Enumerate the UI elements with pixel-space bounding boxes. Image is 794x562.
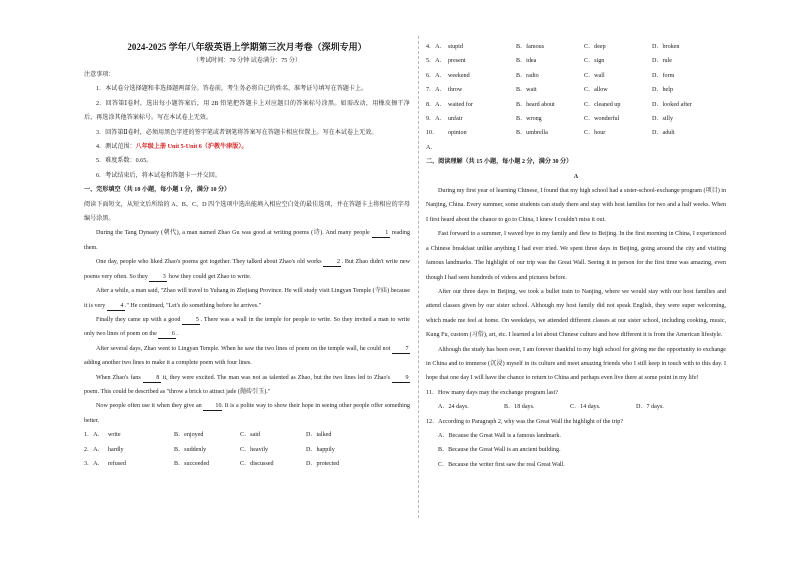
option-row: 2．A． hardly B．suddenly C．heavily D．happily: [84, 446, 335, 453]
option-row: 4．A． stupid B．famous C．deep D．broken: [426, 44, 680, 50]
cloze-paragraph: After a while, a man said, "Zhao will travel to Yuhang in Zhejiang Province. He will study visit Lingyan Temple (寺庙) because it is very 4." He continued, "Let's do something before he arrives.": [84, 288, 410, 309]
cloze-paragraph: When Zhao's fans 8 it, they were excited. The man was not as talented as Zhao, but the two lines led to Zhao's 9 poem. This could be described as "throw a brick to attract jade (抛砖引玉).": [84, 374, 409, 395]
cloze-paragraph: Now people often use it when they give an 10. It is a polite way to show their hope in seeing other people offer something better.: [84, 403, 410, 424]
question-12: 12．According to Paragraph 2, why was the Great Wall the highlight of the trip?: [426, 418, 624, 425]
blank-7: 7: [392, 345, 410, 354]
option: D．7 days.: [636, 404, 664, 411]
question-11: 11．How many days may the exchange program last?: [426, 389, 558, 396]
left-column: [84, 40, 410, 471]
option: B．Because the Great Wall is an ancient building.: [438, 447, 561, 454]
blank-9: 9: [392, 374, 410, 383]
blank-2: 2: [323, 258, 341, 267]
option-row: 1．A． write B．enjoyed C．said D．talked: [84, 432, 332, 439]
reading-paragraph: After our three days in Beijing, we took a bullet train to Nanjing, where we would stay with our host families and attend classes given by our sister school. Although my host family did not speak English, they were super welcoming, which made me feel at home. On weekdays, we attended different classes at our sister school, including cooking, music, Kung Fu, custom (习俗), art, etc. I learned a lot about Chinese culture and how different it is from the American lifestyle.: [426, 288, 726, 339]
question-11-options: [426, 400, 726, 414]
note-item-6: 6．考试结束后，将本试卷和答题卡一并交回。: [96, 172, 221, 179]
cloze-paragraph: Finally they came up with a good 5. There was a wall in the temple for people to write. So they invited a man to write only two lines of poem on the 6.: [84, 316, 410, 338]
option: A．Because the Great Wall is a famous landmark.: [438, 432, 561, 439]
note-item-2: 2．回答第Ⅰ卷时，选出每小题答案后，用 2B 铅笔把答题卡上对应题目的答案标号涂黑。如需改动，用橡皮擦干净后，再选涂其他答案标号。写在本试卷上无效。: [84, 100, 410, 122]
note-item-5: 5．难度系数：0.65。: [96, 158, 153, 165]
blank-6: 6: [158, 330, 176, 339]
reading-paragraph: During my first year of learning Chinese, I found that my high school had a sister-school-exchange program (项目) in Nanjing, China. Every summer, some students can study there and stay with host families for two and a half weeks. When I first heard about the chance to go to China, I knew I couldn't miss it out.: [426, 188, 726, 223]
right-column: [426, 40, 726, 472]
note-item-1: 1．本试卷分选择题和非选择题两部分。答卷前，考生务必将自己的姓名、准考证号填写在答题卡上。: [96, 86, 368, 93]
section-heading-reading: 二、阅读理解（共 15 小题，每小题 2 分，满分 30 分）: [426, 159, 573, 166]
option-row: 5．A． present B．idea C．sign D．rule: [426, 58, 672, 65]
test-scope-label: 4．测试范围：: [96, 144, 136, 151]
cloze-paragraph: One day, people who liked Zhao's poems got together. They talked about Zhao's old works 2. But Zhao didn't write new poems very often. So they 3 how they could get Zhao to write.: [84, 259, 411, 280]
column-divider: [418, 36, 419, 518]
note-item-3: 3．回答第Ⅱ卷时，必须用黑色字迹的签字笔或者钢笔将答案写在答题卡相应位置上。写在本试卷上无效。: [96, 129, 378, 136]
note-item-4: [84, 140, 410, 154]
notes-heading: 注意事项：: [84, 72, 115, 78]
exam-info: （考试时间：70 分钟 试卷满分：75 分）: [192, 58, 302, 64]
cloze-paragraph: After several days, Zhao went to Lingyan Temple. When he saw the two lines of poem on the temple wall, he could not 7 adding another two lines to make it a complete poem with four lines.: [84, 345, 409, 367]
blank-5: 5: [182, 316, 200, 325]
page-title: 2024-2025 学年八年级英语上学期第三次月考卷（深圳专用）: [127, 42, 367, 52]
section-heading-cloze: 一、完形填空（共 10 小题，每小题 1 分，满分 10 分）: [84, 187, 231, 194]
cloze-instruction: 阅读下面短文，从短文后所给的 A、B、C、D 四个选项中选出能填入相应空白处的最佳选项，并在答题卡上将相应的字母编号涂黑。: [84, 201, 410, 223]
option-row: 9．A． unfair B．wrong C．wonderful D．silly: [426, 116, 673, 123]
passage-label: A: [573, 173, 579, 180]
blank-4: 4: [107, 302, 125, 311]
blank-1: 1: [372, 229, 390, 238]
blank-8: 8: [143, 374, 161, 383]
cloze-paragraph: During the Tang Dynasty (朝代), a man named Zhao Gu was good at writing poems (诗). And many people 1 reading them.: [84, 230, 410, 251]
option-row: 7．A． throw B．wait C．allow D．help: [426, 87, 673, 94]
test-scope-value: 八年级上册 Unit 5-Unit 6（沪教牛津版）。: [135, 144, 248, 151]
reading-paragraph: Fast forward to a summer, I waved bye to my family and flew to Beijing. In the first morning in China, I experienced a Chinese breakfast unlike anything I had ever tried. We spent three days in Beijing, going around the city and visiting famous landmarks. The highlight of our trip was the Great Wall. Seeing it in person for the first time was amazing, even though I had seen hundreds of videos and pictures before.: [426, 231, 726, 281]
option: C．14 days.: [570, 404, 601, 411]
option-row: 10．A． opinion B．umbrella C．hour D．adult: [426, 130, 675, 151]
option-row: 6．A． weekend B．radio C．wall D．form: [426, 72, 675, 79]
reading-paragraph: Although the study has been over, I am forever thankful to my high school for giving me the opportunity to exchange in China and to immerse (沉浸) myself in its culture and meet amazing friends who I still keep in touch with to this day. I hope that one day I will have the chance to return to China and perhaps even live there at some point in my life!: [426, 346, 726, 382]
option-row: 8．A． waited for B．heard about C．cleaned up D．looked after: [426, 101, 692, 108]
blank-10: 10: [203, 402, 221, 411]
option: A．24 days.: [438, 404, 469, 411]
blank-3: 3: [149, 273, 167, 282]
option: B．18 days.: [504, 404, 535, 411]
option-row: 3．A． refused B．succeeded C．discussed D．protected: [84, 460, 340, 467]
option: C．Because the writer first saw the real Great Wall.: [438, 461, 565, 468]
